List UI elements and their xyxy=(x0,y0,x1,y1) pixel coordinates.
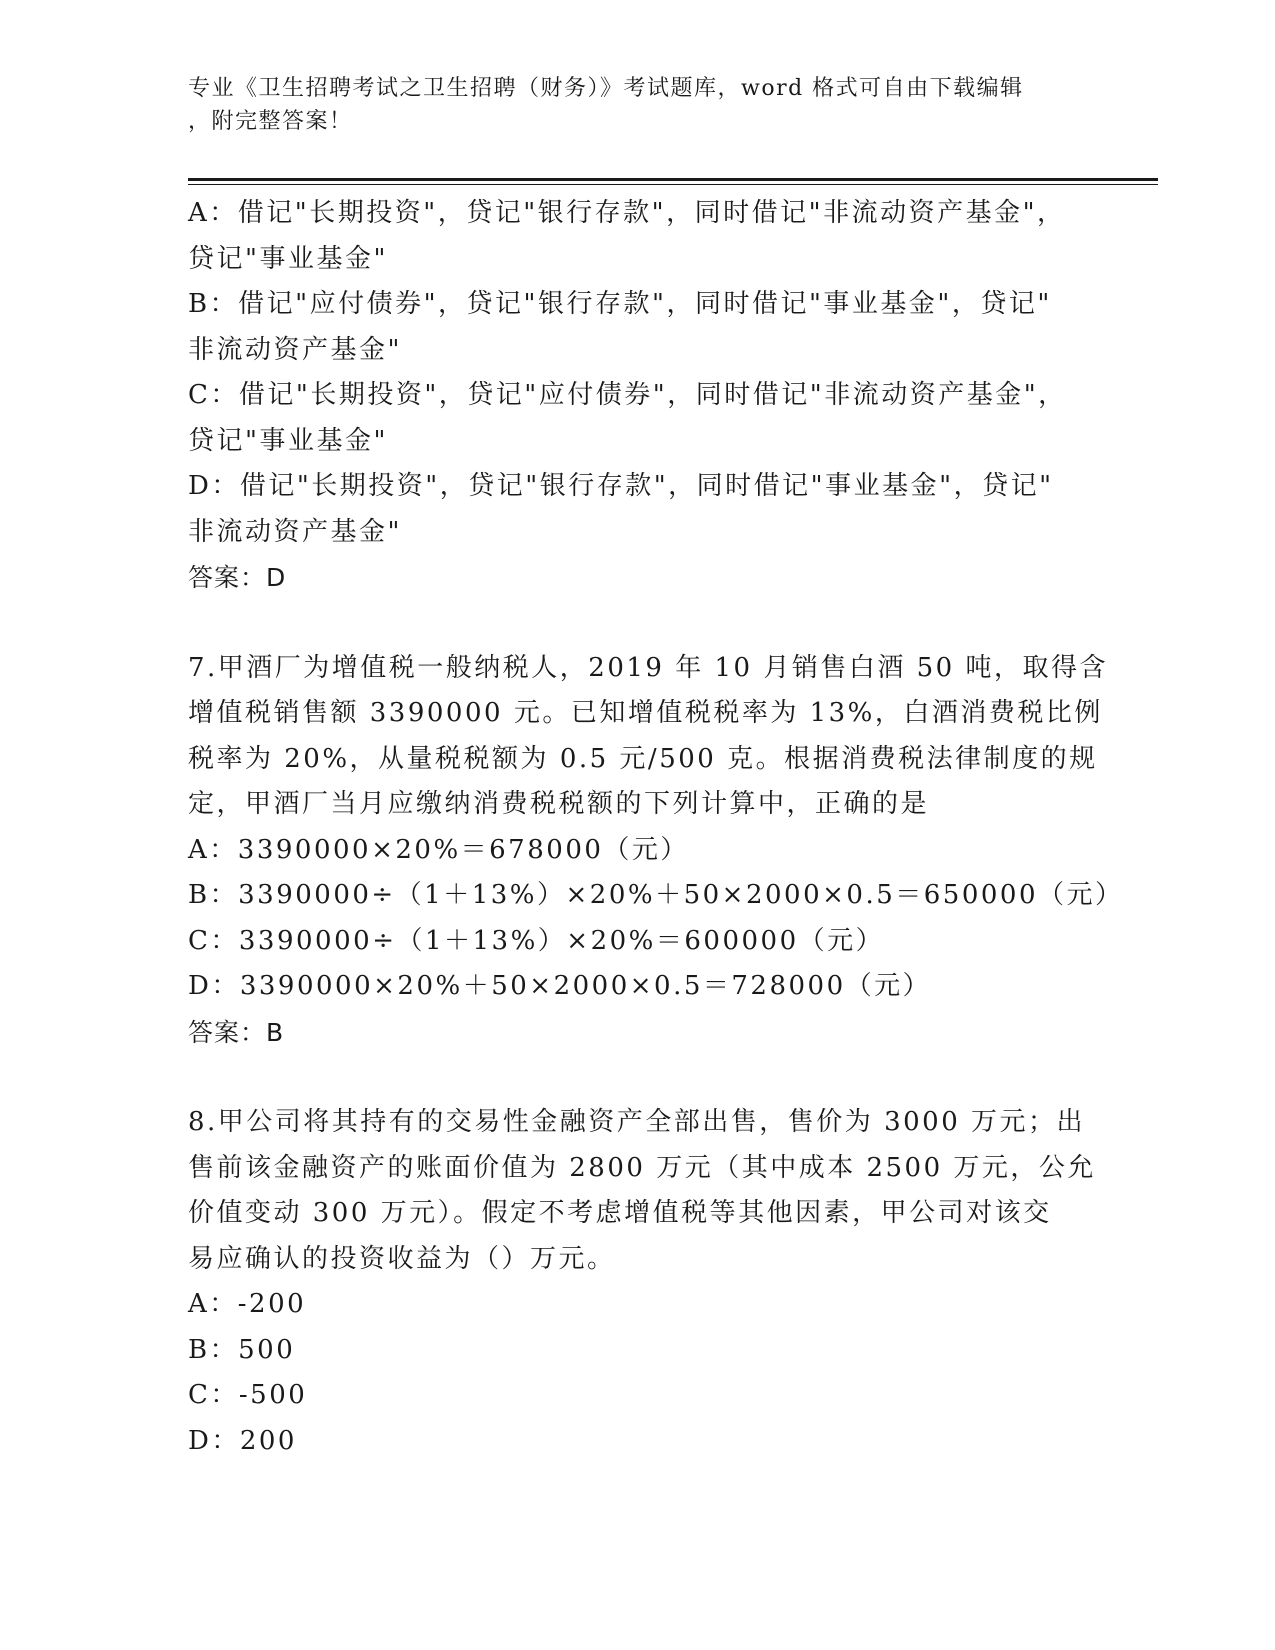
header-divider-thick xyxy=(188,178,1158,181)
question-stem-line: 增值税销售额 3390000 元。已知增值税税率为 13%，白酒消费税比例 xyxy=(188,698,1103,728)
option-c: C：3390000÷（1＋13%）×20%＝600000（元） xyxy=(188,925,885,956)
question-stem-line: 8.甲公司将其持有的交易性金融资产全部出售，售价为 3000 万元；出 xyxy=(188,1107,1086,1137)
option-d: D：200 xyxy=(188,1425,297,1456)
question-6-options xyxy=(188,191,1088,601)
question-stem-line: 价值变动 300 万元）。假定不考虑增值税等其他因素，甲公司对该交 xyxy=(188,1198,1052,1228)
option-line: C：借记"长期投资"，贷记"应付债券"，同时借记"非流动资产基金"， xyxy=(188,380,1067,410)
option-c: C：-500 xyxy=(188,1380,308,1410)
question-stem-line: 易应确认的投资收益为（）万元。 xyxy=(188,1243,616,1274)
question-content xyxy=(188,191,1124,1464)
option-a: A：-200 xyxy=(188,1289,307,1319)
option-line: B：借记"应付债券"，贷记"银行存款"，同时借记"事业基金"，贷记" xyxy=(188,289,1052,319)
spacer xyxy=(188,1055,1088,1100)
answer-line: 答案：B xyxy=(188,1017,285,1047)
question-stem-line: 税率为 20%，从量税税额为 0.5 元/500 克。根据消费税法律制度的规 xyxy=(188,743,1098,774)
option-b: B：500 xyxy=(188,1334,296,1365)
question-stem-line: 7.甲酒厂为增值税一般纳税人，2019 年 10 月销售白酒 50 吨，取得含 xyxy=(188,652,1108,683)
question-stem-line: 售前该金融资产的账面价值为 2800 万元（其中成本 2500 万元，公允 xyxy=(188,1152,1096,1183)
option-b: B：3390000÷（1＋13%）×20%＋50×2000×0.5＝650000（元） xyxy=(188,880,1124,910)
answer-line: 答案：D xyxy=(188,563,287,592)
document-header xyxy=(188,72,1068,138)
option-line: D：借记"长期投资"，贷记"银行存款"，同时借记"事业基金"，贷记" xyxy=(188,471,1054,501)
header-divider-thin xyxy=(188,184,1158,185)
option-line: 非流动资产基金" xyxy=(188,334,402,365)
question-stem-line: 定，甲酒厂当月应缴纳消费税税额的下列计算中，正确的是 xyxy=(188,789,930,819)
option-line: A：借记"长期投资"，贷记"银行存款"，同时借记"非流动资产基金"， xyxy=(188,198,1066,228)
option-a: A：3390000×20%＝678000（元） xyxy=(188,834,689,865)
option-line: 非流动资产基金" xyxy=(188,516,402,547)
question-7 xyxy=(188,646,1124,1056)
spacer xyxy=(188,601,1088,646)
question-8 xyxy=(188,1100,1096,1464)
option-line: 贷记"事业基金" xyxy=(188,243,388,274)
header-line: 专业《卫生招聘考试之卫生招聘（财务）》考试题库，word 格式可自由下载编辑 xyxy=(188,76,1024,101)
option-d: D：3390000×20%＋50×2000×0.5＝728000（元） xyxy=(188,971,932,1001)
header-line: ，附完整答案！ xyxy=(188,109,353,134)
option-line: 贷记"事业基金" xyxy=(188,425,388,456)
